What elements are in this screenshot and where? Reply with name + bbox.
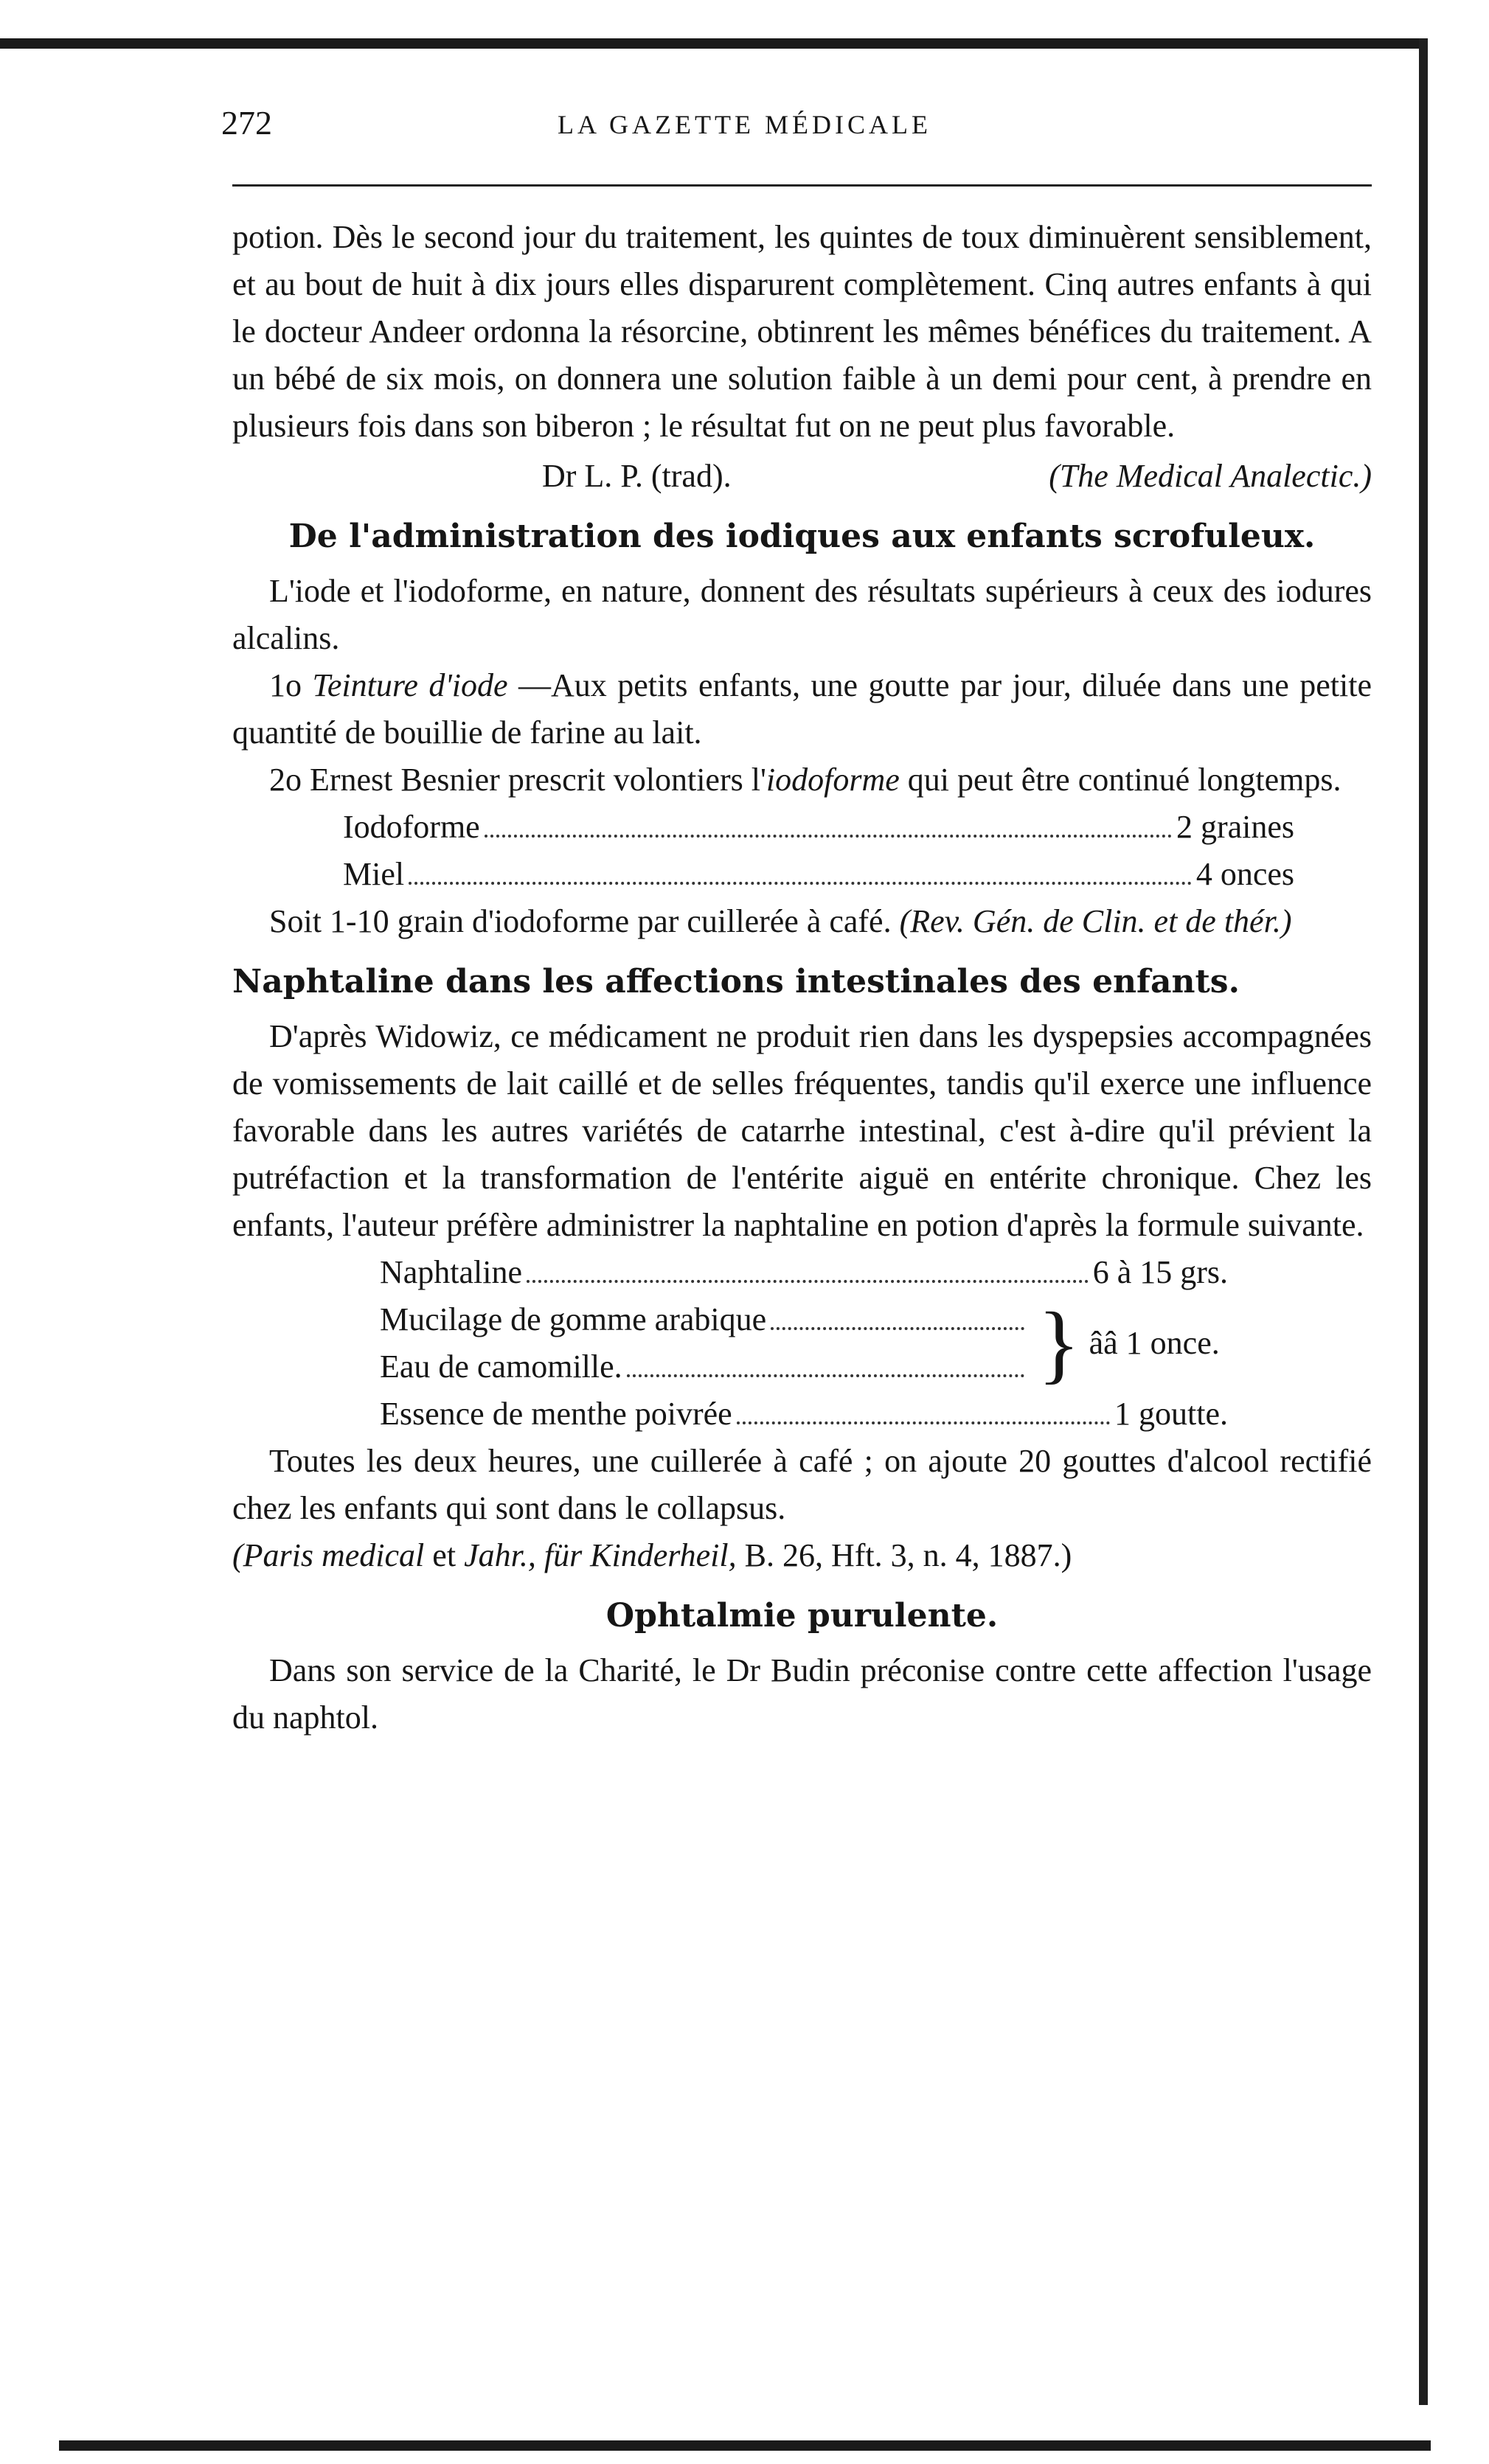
tincture-text: —Aux petits enfants, une goutte par jour, diluée dans une petite quantité de bouillie de farine au lait. <box>232 667 1372 751</box>
administration-paragraph: Toutes les deux heures, une cuillerée à café ; on ajoute 20 gouttes d'alcool rectifié chez les enfants qui sont dans le collapsus. <box>232 1443 1372 1526</box>
ref-volume: B. 26, Hft. 3, n. 4, 1887.) <box>736 1537 1072 1573</box>
intro-signature-line <box>232 453 1372 500</box>
ingredient-qty: 4 onces <box>1195 856 1294 892</box>
right-border <box>1419 38 1428 2405</box>
section-title-ophtalmie: Ophtalmie purulente. <box>605 1597 999 1635</box>
tincture-title: Teinture d'iode <box>312 667 508 703</box>
bottom-border <box>59 2440 1431 2451</box>
ingredient-name: Miel <box>343 856 405 892</box>
recipe-line <box>380 1296 1029 1343</box>
recipe-line <box>343 804 1294 851</box>
leader-dots <box>527 1280 1089 1283</box>
besnier-em: iodoforme <box>766 762 900 798</box>
leader-dots <box>627 1374 1024 1377</box>
leader-dots <box>409 882 1192 885</box>
recipe-line <box>380 1343 1029 1391</box>
naphtaline-paragraph: D'après Widowiz, ce médicament ne produit rien dans les dyspepsies accompagnées de vomissements de lait caillé et de selles fréquentes, tandis qu'il exerce une influence favorable dans les autres variétés de catarrhe intestinal, c'est à-dire qu'il prévient la putréfaction et la transformation de l'entérite aiguë en entérite chronique. Chez les enfants, l'auteur préfère administrer la naphtaline en potion d'après la formule suivante. <box>232 1018 1372 1243</box>
besnier-text-a: 2o Ernest Besnier prescrit volontiers l' <box>269 762 766 798</box>
ingredient-qty: 2 graines <box>1176 809 1294 845</box>
iodine-paragraph: L'iode et l'iodoforme, en nature, donnent des résultats supérieurs à ceux des iodures alcalins. <box>232 573 1372 656</box>
ophtalmie-paragraph: Dans son service de la Charité, le Dr Budin préconise contre cette affection l'usage du naphtol. <box>232 1652 1372 1736</box>
item-number: 1o <box>269 667 302 703</box>
besnier-paragraph <box>232 756 1372 804</box>
ref-connector: et <box>424 1537 465 1573</box>
leader-dots <box>485 835 1172 838</box>
intro-paragraph: potion. Dès le second jour du traitement, les quintes de toux diminuèrent sensiblement, et au bout de huit à dix jours elles disparurent complètement. Cinq autres enfants à qui le docteur Andeer ordonna la résorcine, obtinrent les mêmes bénéfices du traitement. A un bébé de six mois, on donnera une solution faible à un demi pour cent, à prendre en plusieurs fois dans son biberon ; le résultat fut on ne peut plus favorable. <box>232 219 1372 444</box>
braced-lines <box>380 1296 1029 1391</box>
braced-ingredients <box>380 1296 1228 1391</box>
page-header <box>0 96 1489 155</box>
source-citation: (The Medical Analectic.) <box>1049 458 1372 494</box>
leader-dots <box>737 1421 1110 1424</box>
ingredient-qty: 6 à 15 grs. <box>1092 1254 1228 1290</box>
ingredient-name: Eau de camomille. <box>380 1348 622 1385</box>
top-border <box>0 38 1423 49</box>
recipe-line <box>380 1391 1228 1438</box>
ingredient-name: Iodoforme <box>343 809 480 845</box>
brace-symbol: } <box>1038 1294 1080 1392</box>
running-title: LA GAZETTE MÉDICALE <box>558 110 931 139</box>
recipe-line <box>380 1249 1228 1296</box>
tincture-paragraph <box>232 662 1372 756</box>
section-title-naphtaline: Naphtaline dans les affections intestinales des enfants. <box>232 963 1240 1000</box>
ref-jahrbuch: Jahr., für Kinderheil, <box>464 1537 737 1573</box>
braced-qty: ââ 1 once. <box>1089 1325 1220 1361</box>
section-title-iodiques: De l'administration des iodiques aux enfants scrofuleux. <box>288 518 1316 555</box>
ingredient-name: Essence de menthe poivrée <box>380 1396 732 1432</box>
recipe-line <box>343 851 1294 898</box>
ref-paris-medical: (Paris medical <box>232 1537 425 1573</box>
ingredient-qty: 1 goutte. <box>1114 1396 1228 1432</box>
ingredient-name: Mucilage de gomme arabique <box>380 1301 767 1337</box>
dosage-text: Soit 1-10 grain d'iodoforme par cuillerée à café. <box>269 903 900 939</box>
naphtaline-recipe <box>380 1249 1228 1438</box>
page-number: 272 <box>221 104 272 142</box>
dosage-paragraph <box>232 898 1372 945</box>
dosage-reference: (Rev. Gén. de Clin. et de thér.) <box>899 903 1292 939</box>
naphtaline-reference <box>232 1532 1372 1579</box>
signature: Dr L. P. (trad). <box>542 458 732 494</box>
iodoform-recipe <box>343 804 1372 898</box>
leader-dots <box>771 1327 1024 1330</box>
header-rule <box>232 184 1372 187</box>
ingredient-name: Naphtaline <box>380 1254 523 1290</box>
article-body <box>232 214 1372 1741</box>
besnier-text-b: qui peut être continué longtemps. <box>899 762 1342 798</box>
